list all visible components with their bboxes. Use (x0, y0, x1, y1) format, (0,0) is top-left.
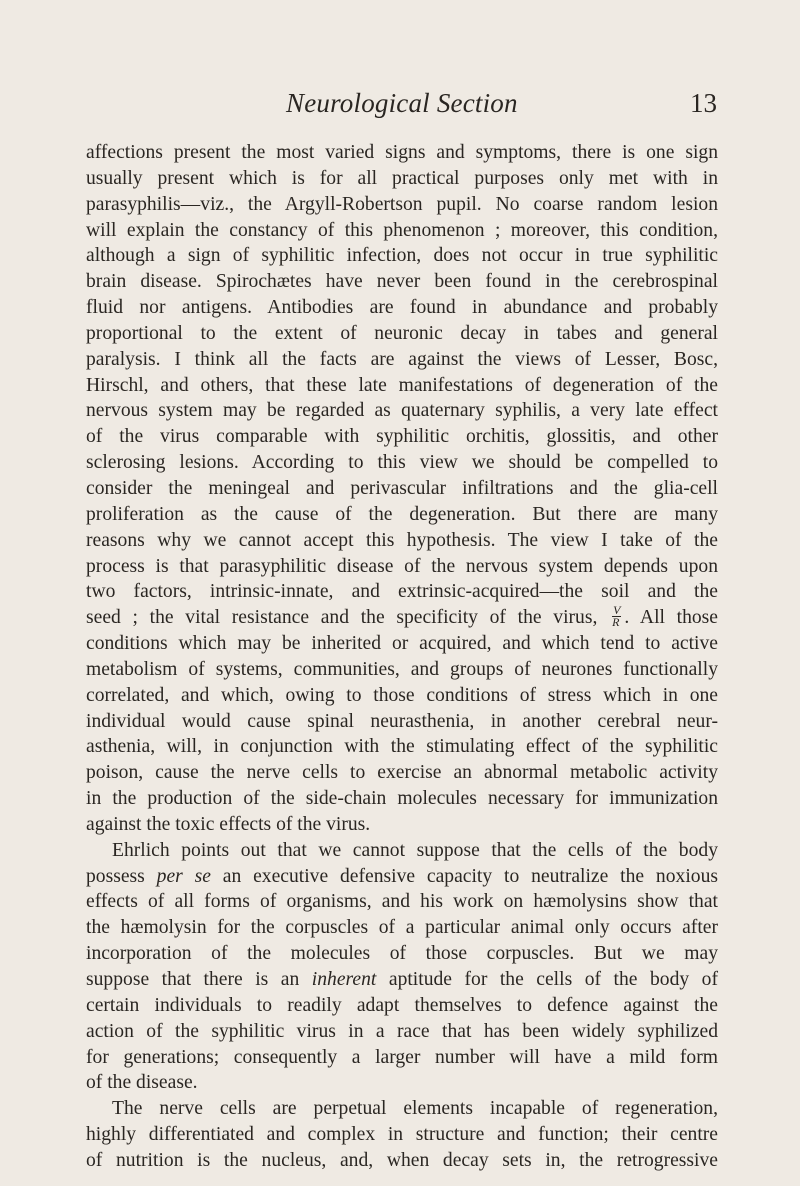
text-line-with-italic (86, 967, 718, 993)
text-line: incorporation of the molecules of those corpuscles. But we may (86, 943, 718, 965)
text-line: of nutrition is the nucleus, and, when decay sets in, the retrogressive (86, 1149, 718, 1171)
text-line: process is that parasyphilitic disease of the nervous system depends upon (86, 555, 718, 577)
text-line: Hirschl, and others, that these late manifestations of degeneration of the (86, 374, 718, 396)
text-line: parasyphilis—viz., the Argyll-Robertson pupil. No coarse random lesion (86, 193, 718, 215)
text-line: of the disease. (86, 1072, 198, 1094)
text-line: poison, cause the nerve cells to exercise an abnormal metabolic activity (86, 762, 718, 784)
text-segment: aptitude for the cells of the body of (388, 969, 718, 990)
text-segment: suppose that there is an (86, 969, 300, 990)
text-line-with-italic (86, 864, 718, 890)
text-line: usually present which is for all practical purposes only met with in (86, 167, 718, 189)
text-line: metabolism of systems, communities, and groups of neurones functionally (86, 658, 718, 680)
text-line-with-fraction (86, 605, 718, 631)
text-line: effects of all forms of organisms, and his work on hæmolysins show that (86, 891, 718, 913)
text-segment: . All those (624, 607, 719, 629)
text-line: individual would cause spinal neurasthenia, in another cerebral neur- (86, 710, 718, 732)
text-line: correlated, and which, owing to those conditions of stress which in one (86, 684, 718, 706)
text-line: consider the meningeal and perivascular infiltrations and the glia-cell (86, 477, 718, 499)
text-line: of the virus comparable with syphilitic orchitis, glossitis, and other (86, 426, 718, 448)
italic-phrase: inherent (311, 969, 377, 990)
text-line: Ehrlich points out that we cannot suppose that the cells of the body (112, 839, 718, 861)
text-line: The nerve cells are perpetual elements incapable of regeneration, (112, 1098, 718, 1120)
text-line: action of the syphilitic virus in a race that has been widely syphilized (86, 1020, 718, 1042)
text-line: proportional to the extent of neuronic decay in tabes and general (86, 322, 718, 344)
text-line: sclerosing lesions. According to this view we should be compelled to (86, 452, 718, 474)
text-line: conditions which may be inherited or acquired, and which tend to active (86, 633, 718, 655)
text-segment: possess (86, 865, 145, 887)
fraction-v-over-r (612, 605, 621, 628)
text-line: for generations; consequently a larger number will have a mild form (86, 1046, 718, 1068)
text-segment: seed ; the vital resistance and the specificity of the virus, (86, 607, 598, 629)
text-line: reasons why we cannot accept this hypothesis. The view I take of the (86, 529, 718, 551)
text-line: asthenia, will, in conjunction with the stimulating effect of the syphilitic (86, 736, 718, 758)
text-line: in the production of the side-chain molecules necessary for immunization (86, 788, 718, 810)
page-number: 13 (690, 88, 717, 118)
text-line: nervous system may be regarded as quaternary syphilis, a very late effect (86, 400, 718, 422)
italic-phrase: per se (156, 865, 211, 887)
text-segment: an executive defensive capacity to neutralize the noxious (222, 865, 718, 887)
text-line: although a sign of syphilitic infection, does not occur in true syphilitic (86, 245, 718, 267)
text-line: proliferation as the cause of the degeneration. But there are many (86, 503, 718, 525)
fraction-denominator: R (612, 615, 620, 630)
running-header (0, 88, 800, 128)
section-title: Neurological Section (286, 88, 518, 118)
text-line: against the toxic effects of the virus. (86, 813, 371, 835)
text-line: fluid nor antigens. Antibodies are found in abundance and probably (86, 297, 718, 319)
text-line: affections present the most varied signs and symptoms, there is one sign (86, 142, 718, 163)
text-line: highly differentiated and complex in structure and function; their centre (86, 1124, 718, 1146)
text-line: certain individuals to readily adapt themselves to defence against the (86, 994, 718, 1016)
text-line: the hæmolysin for the corpuscles of a particular animal only occurs after (86, 917, 718, 939)
text-line: paralysis. I think all the facts are against the views of Lesser, Bosc, (86, 348, 718, 370)
text-line: two factors, intrinsic-innate, and extrinsic-acquired—the soil and the (86, 581, 718, 603)
fraction-numerator: V (613, 603, 621, 618)
body-text (86, 140, 718, 1174)
text-line: will explain the constancy of this phenomenon ; moreover, this condition, (86, 219, 718, 241)
text-line: brain disease. Spirochætes have never been found in the cerebrospinal (86, 271, 718, 293)
